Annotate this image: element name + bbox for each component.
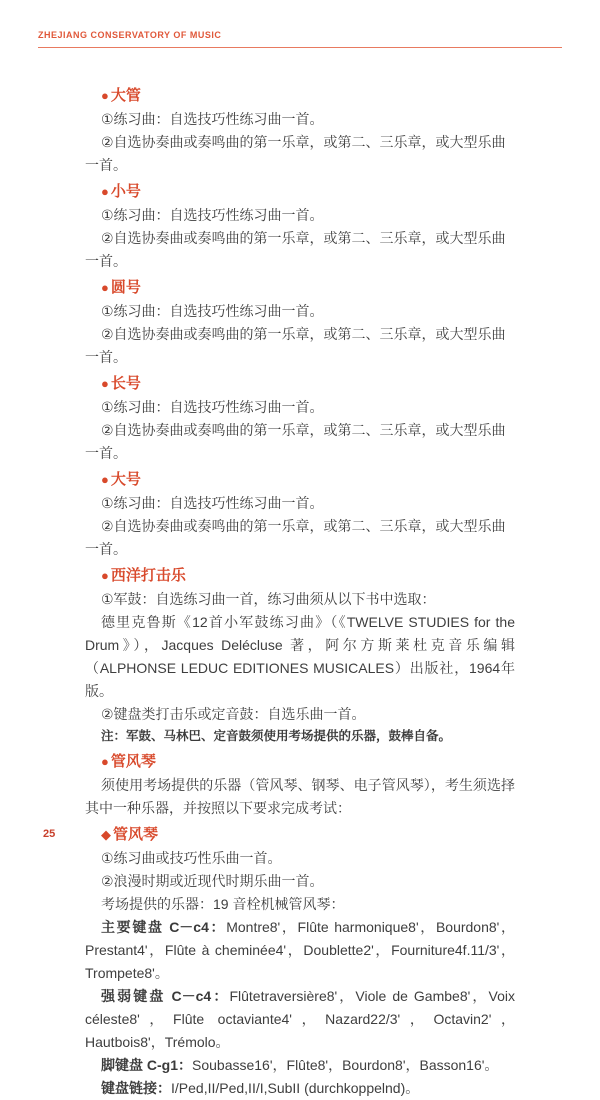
section-bassoon (85, 84, 515, 177)
keyboard-label: 脚键盘 C-g1： (101, 1057, 192, 1073)
section-heading (85, 276, 515, 299)
keyboard-label: 键盘链接： (101, 1080, 171, 1096)
page-header (0, 0, 600, 48)
circle-bullet-icon: ● (101, 568, 109, 583)
section-heading (85, 180, 515, 203)
section-heading (85, 564, 515, 587)
section-horn (85, 276, 515, 369)
section-heading (85, 750, 515, 773)
keyboard-stops: I/Ped,II/Ped,II/I,SubII (durchkoppelnd)。 (171, 1080, 420, 1096)
circle-bullet-icon: ● (101, 376, 109, 391)
requirement-item: ①练习曲：自选技巧性练习曲一首。 (101, 111, 324, 127)
subsection-heading (85, 823, 515, 846)
section-title: 小号 (110, 183, 141, 200)
keyboard-spec-line (85, 1077, 515, 1100)
circle-bullet-icon: ● (101, 472, 109, 487)
keyboard-stops: Soubasse16'，Flûte8'，Bourdon8'，Basson16'。 (192, 1057, 499, 1073)
section-heading (85, 84, 515, 107)
section-trombone (85, 372, 515, 465)
requirement-item: ②键盘类打击乐或定音鼓：自选乐曲一首。 (101, 706, 366, 722)
requirement-item: ①练习曲：自选技巧性练习曲一首。 (101, 495, 324, 511)
keyboard-label: 主要键盘 C－c4： (101, 919, 227, 935)
requirement-item: ②自选协奏曲或奏鸣曲的第一乐章，或第二、三乐章，或大型乐曲一首。 (85, 518, 506, 557)
requirement-item: ②自选协奏曲或奏鸣曲的第一乐章，或第二、三乐章，或大型乐曲一首。 (85, 326, 506, 365)
requirement-item: ②自选协奏曲或奏鸣曲的第一乐章，或第二、三乐章，或大型乐曲一首。 (85, 230, 506, 269)
requirement-item: ②自选协奏曲或奏鸣曲的第一乐章，或第二、三乐章，或大型乐曲一首。 (85, 134, 506, 173)
subsection-title: 管风琴 (113, 826, 159, 843)
requirement-item: ②浪漫时期或近现代时期乐曲一首。 (101, 873, 324, 889)
logo-text: ZHEJIANG CONSERVATORY OF MUSIC (38, 30, 562, 48)
requirement-item: 考场提供的乐器：19 音栓机械管风琴： (101, 896, 345, 912)
requirement-item: ①练习曲：自选技巧性练习曲一首。 (101, 399, 324, 415)
section-heading (85, 468, 515, 491)
section-tuba (85, 468, 515, 561)
organ-intro-paragraph: 须使用考场提供的乐器（管风琴、钢琴、电子管风琴），考生须选择其中一种乐器，并按照以下要求完成考试： (85, 777, 515, 816)
keyboard-spec-line (85, 985, 515, 1054)
section-title: 大管 (110, 87, 141, 104)
section-title: 西洋打击乐 (110, 567, 186, 584)
section-title: 管风琴 (110, 753, 156, 770)
section-heading (85, 372, 515, 395)
page-content (85, 84, 515, 1100)
keyboard-spec-line (85, 916, 515, 985)
book-reference-paragraph: 德里克鲁斯《12首小军鼓练习曲》（《TWELVE STUDIES for the Drum》），Jacques Delécluse 著，阿尔方斯莱杜克音乐编辑（ALPHONSE LEDUC EDITIONES MUSICALES）出版社，1964年版。 (85, 614, 515, 699)
keyboard-stops: Flûtetraversière8'，Viole de Gambe8'，Voix céleste8'，Flûte octaviante4'，Nazard22/3'，Octavin2'，Hautbois8'，Trémolo。 (85, 988, 516, 1050)
circle-bullet-icon: ● (101, 88, 109, 103)
requirement-item: ①练习曲：自选技巧性练习曲一首。 (101, 207, 324, 223)
circle-bullet-icon: ● (101, 184, 109, 199)
requirement-item: ①军鼓：自选练习曲一首，练习曲须从以下书中选取： (101, 591, 436, 607)
requirement-item: ①练习曲：自选技巧性练习曲一首。 (101, 303, 324, 319)
circle-bullet-icon: ● (101, 754, 109, 769)
keyboard-stops: Montre8'，Flûte harmonique8'，Bourdon8'，Prestant4'，Flûte à cheminée4'，Doublette2'，Fourniture4f.11/3'，Trompete8'。 (85, 919, 515, 981)
note-text: 注：军鼓、马林巴、定音鼓须使用考场提供的乐器，鼓棒自备。 (101, 729, 452, 743)
requirement-item: ①练习曲或技巧性乐曲一首。 (101, 850, 282, 866)
section-title: 圆号 (110, 279, 141, 296)
section-western-percussion (85, 564, 515, 747)
section-trumpet (85, 180, 515, 273)
keyboard-label: 强弱键盘 C－c4： (101, 988, 230, 1004)
diamond-bullet-icon: ◆ (101, 827, 111, 842)
section-title: 长号 (110, 375, 141, 392)
page-number: 25 (43, 828, 56, 840)
section-title: 大号 (110, 471, 141, 488)
keyboard-spec-line (85, 1054, 515, 1077)
requirement-item: ②自选协奏曲或奏鸣曲的第一乐章，或第二、三乐章，或大型乐曲一首。 (85, 422, 506, 461)
section-organ (85, 750, 515, 1100)
circle-bullet-icon: ● (101, 280, 109, 295)
